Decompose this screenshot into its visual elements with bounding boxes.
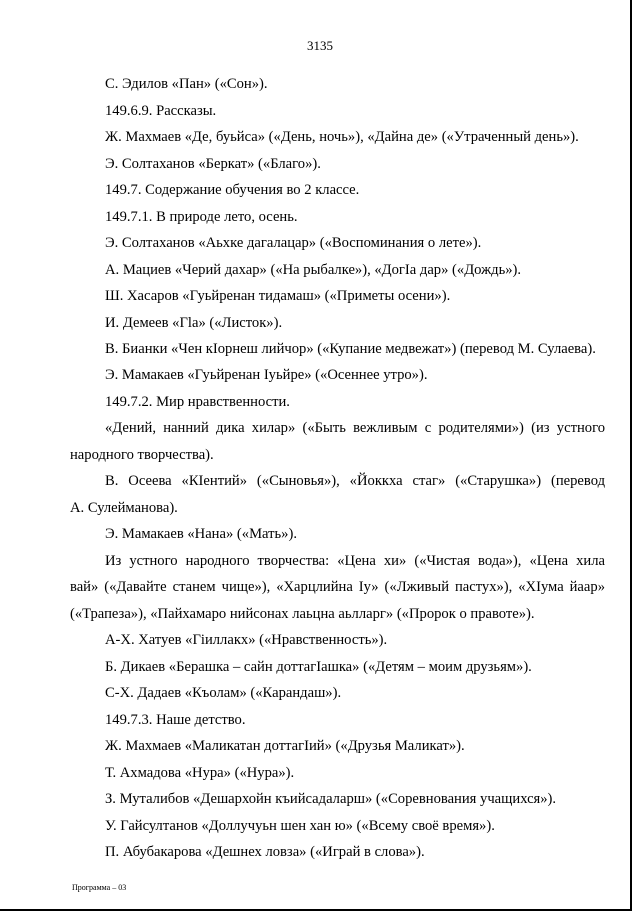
text-line: А. Мациев «Черий дахар» («На рыбалке»), «ДогIа дар» («Дождь»). bbox=[105, 262, 522, 278]
text-line: Э. Мамакаев «Нана» («Мать»). bbox=[105, 526, 297, 542]
text-line: Ш. Хасаров «Гуьйренан тидамаш» («Приметы осени»). bbox=[105, 288, 451, 304]
text-line: «Дений, нанний дика хилар» («Быть вежливым с родителями») (из устного bbox=[105, 420, 605, 436]
text-line: Б. Дикаев «Берашка – сайн доттагIашка» («Детям – моим друзьям»). bbox=[105, 659, 532, 675]
page-number: 3135 bbox=[307, 38, 333, 53]
text-line: Э. Мамакаев «Гуьйренан Iуьйре» («Осеннее утро»). bbox=[105, 367, 428, 383]
text-line: В. Осеева «КIентий» («Сыновья»), «Йоккха стаг» («Старушка») (перевод bbox=[105, 473, 605, 489]
section-heading: 149.7. Содержание обучения во 2 классе. bbox=[105, 182, 360, 198]
section-heading: 149.7.3. Наше детство. bbox=[105, 712, 246, 728]
text-line: Э. Солтаханов «Аьхке дагалацар» («Воспоминания о лете»). bbox=[105, 235, 482, 251]
text-line: В. Бианки «Чен кIорнеш лийчор» («Купание медвежат») (перевод М. Сулаева). bbox=[105, 341, 596, 357]
text-line: З. Муталибов «Дешархойн къийсадаларш» («Соревнования учащихся»). bbox=[105, 791, 557, 807]
text-line: Ж. Махмаев «Маликатан доттагIий» («Друзья Маликат»). bbox=[105, 738, 465, 754]
text-line: А. Сулейманова). bbox=[70, 500, 178, 516]
text-line: П. Абубакарова «Дешнех ловза» («Играй в слова»). bbox=[105, 844, 425, 860]
section-heading: 149.7.1. В природе лето, осень. bbox=[105, 209, 298, 225]
text-line: Ж. Махмаев «Де, буьйса» («День, ночь»), «Дайна де» («Утраченный день»). bbox=[105, 129, 579, 145]
text-line: Из устного народного творчества: «Цена хи» («Чистая вода»), «Цена хила bbox=[105, 553, 605, 569]
text-line: народного творчества). bbox=[70, 447, 214, 463]
text-line: С. Эдилов «Пан» («Сон»). bbox=[105, 76, 268, 92]
text-line: С-Х. Дадаев «Къолам» («Карандаш»). bbox=[105, 685, 342, 701]
text-line: вай» («Давайте станем чище»), «Харцлийна Iу» («Лживый пастух»), «ХIума йаар» bbox=[70, 579, 605, 595]
text-line: Т. Ахмадова «Нура» («Нура»). bbox=[105, 765, 295, 781]
text-line: Э. Солтаханов «Беркат» («Благо»). bbox=[105, 156, 321, 172]
text-line: И. Демеев «Гlа» («Листок»). bbox=[105, 315, 283, 331]
text-line: А-Х. Хатуев «Гiиллакх» («Нравственность»). bbox=[105, 632, 388, 648]
page-footer: Программа – 03 bbox=[72, 883, 127, 892]
text-line: У. Гайсултанов «Доллучуьн шен хан ю» («Всему своё время»). bbox=[105, 818, 495, 834]
section-heading: 149.7.2. Мир нравственности. bbox=[105, 394, 290, 410]
section-heading: 149.6.9. Рассказы. bbox=[105, 103, 217, 119]
text-line: («Трапеза»), «Пайхамаро нийсонах лаьцна аьлларг» («Пророк о правоте»). bbox=[70, 606, 535, 622]
